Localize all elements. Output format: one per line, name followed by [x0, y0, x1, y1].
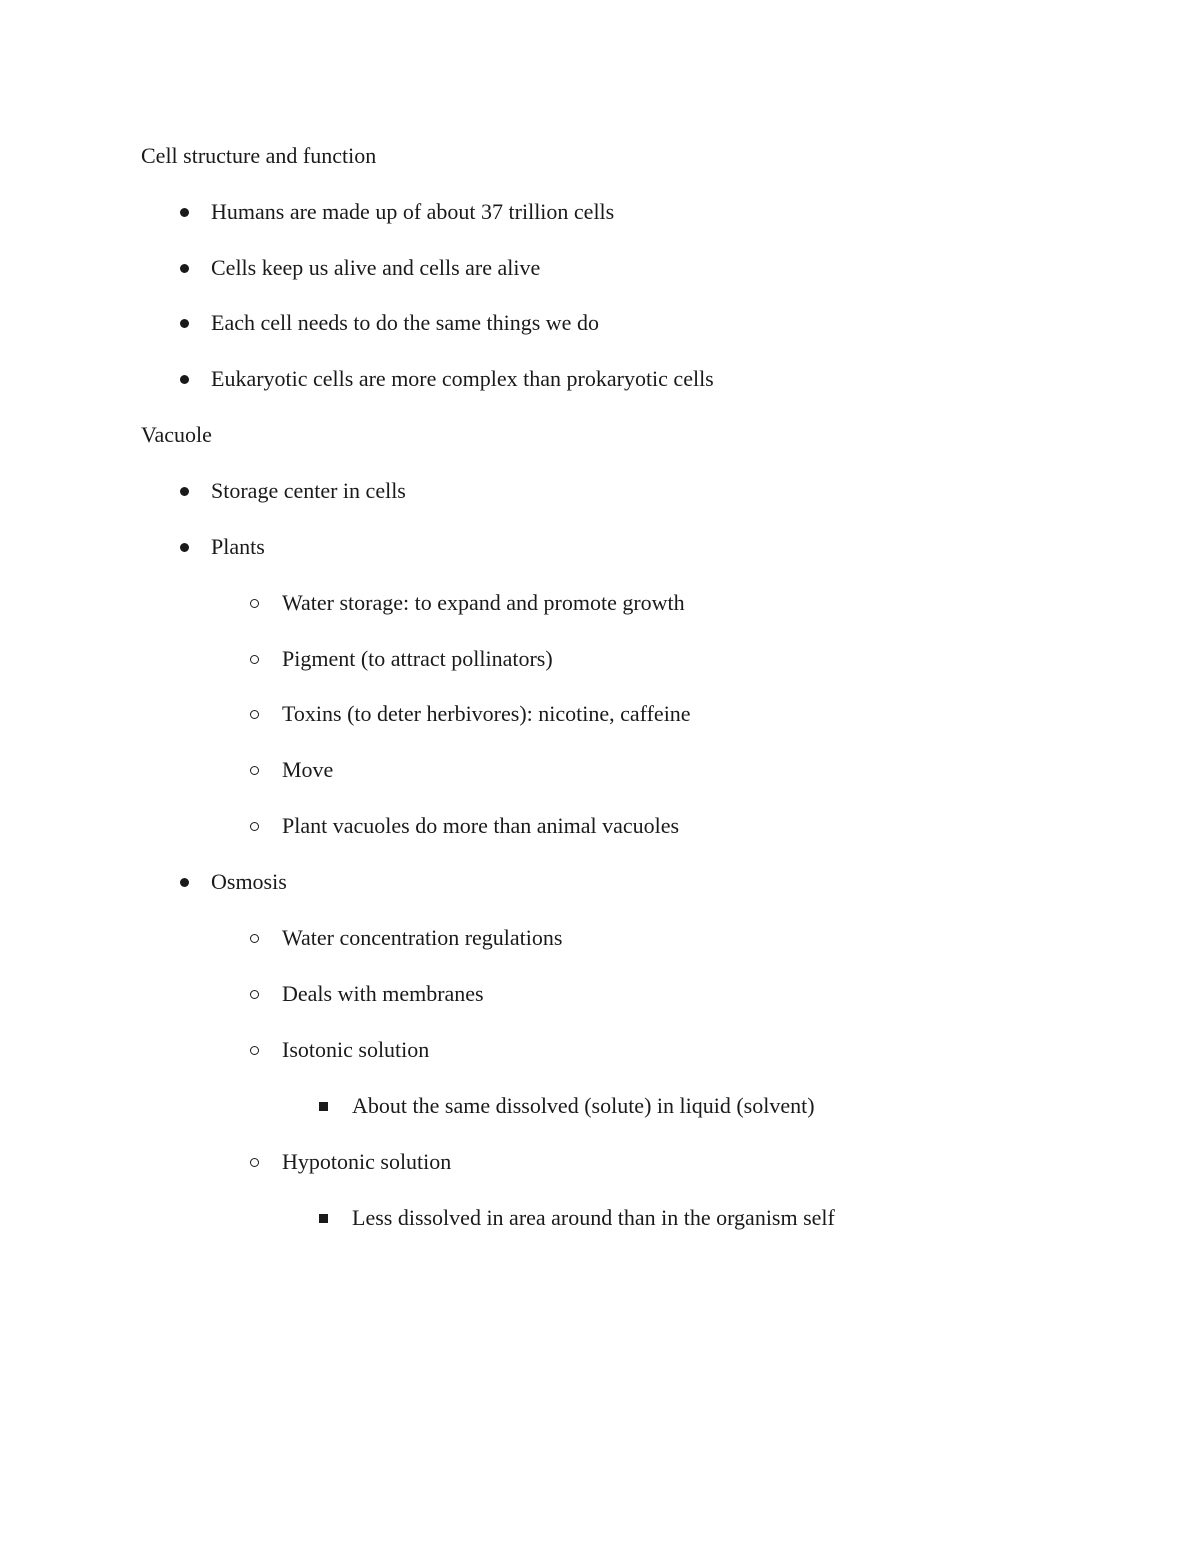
list-item-text: Pigment (to attract pollinators) — [282, 646, 553, 671]
disc-bullet-icon — [180, 264, 189, 273]
sub-list-item — [282, 700, 691, 728]
disc-bullet-icon — [180, 543, 189, 552]
list-item — [211, 198, 614, 226]
sub-list-item — [282, 1148, 451, 1176]
list-item — [211, 868, 287, 896]
list-item-text: Plant vacuoles do more than animal vacuoles — [282, 813, 680, 838]
disc-bullet-icon — [180, 319, 189, 328]
list-item-text: About the same dissolved (solute) in liquid (solvent) — [352, 1093, 815, 1118]
list-item-text: Humans are made up of about 37 trillion cells — [211, 199, 615, 224]
section-heading: Vacuole — [141, 422, 212, 447]
circle-bullet-icon — [250, 990, 259, 999]
list-item-text: Deals with membranes — [282, 981, 484, 1006]
sub-list-item — [282, 589, 685, 617]
circle-bullet-icon — [250, 766, 259, 775]
circle-bullet-icon — [250, 599, 259, 608]
list-item-text: Less dissolved in area around than in the organism self — [352, 1205, 835, 1230]
list-item — [211, 365, 714, 393]
sub-list-item — [282, 980, 484, 1008]
circle-bullet-icon — [250, 822, 259, 831]
list-item — [211, 533, 265, 561]
sub-list-item — [282, 756, 333, 784]
list-item-text: Move — [282, 757, 334, 782]
list-item-text: Water concentration regulations — [282, 925, 563, 950]
circle-bullet-icon — [250, 655, 259, 664]
sub-list-item — [282, 1036, 429, 1064]
disc-bullet-icon — [180, 487, 189, 496]
circle-bullet-icon — [250, 934, 259, 943]
list-item-text: Hypotonic solution — [282, 1149, 452, 1174]
list-item — [211, 309, 599, 337]
list-item-text: Cells keep us alive and cells are alive — [211, 255, 541, 280]
square-bullet-icon — [319, 1214, 328, 1223]
sub-list-item — [282, 924, 562, 952]
list-item — [211, 254, 540, 282]
circle-bullet-icon — [250, 1158, 259, 1167]
list-item-text: Storage center in cells — [211, 478, 406, 503]
circle-bullet-icon — [250, 710, 259, 719]
sub-list-item — [282, 812, 679, 840]
circle-bullet-icon — [250, 1046, 259, 1055]
disc-bullet-icon — [180, 878, 189, 887]
sub-list-item — [282, 645, 553, 673]
list-item-text: Osmosis — [211, 869, 287, 894]
list-item-text: Each cell needs to do the same things we do — [211, 310, 599, 335]
square-bullet-icon — [319, 1102, 328, 1111]
disc-bullet-icon — [180, 208, 189, 217]
list-item-text: Plants — [211, 534, 265, 559]
list-item-text: Water storage: to expand and promote growth — [282, 590, 685, 615]
section-heading: Cell structure and function — [141, 143, 377, 168]
disc-bullet-icon — [180, 375, 189, 384]
sub-sub-list-item — [352, 1092, 815, 1120]
list-item — [211, 477, 406, 505]
list-item-text: Isotonic solution — [282, 1037, 430, 1062]
sub-sub-list-item — [352, 1204, 835, 1232]
list-item-text: Toxins (to deter herbivores): nicotine, caffeine — [282, 701, 691, 726]
list-item-text: Eukaryotic cells are more complex than prokaryotic cells — [211, 366, 714, 391]
